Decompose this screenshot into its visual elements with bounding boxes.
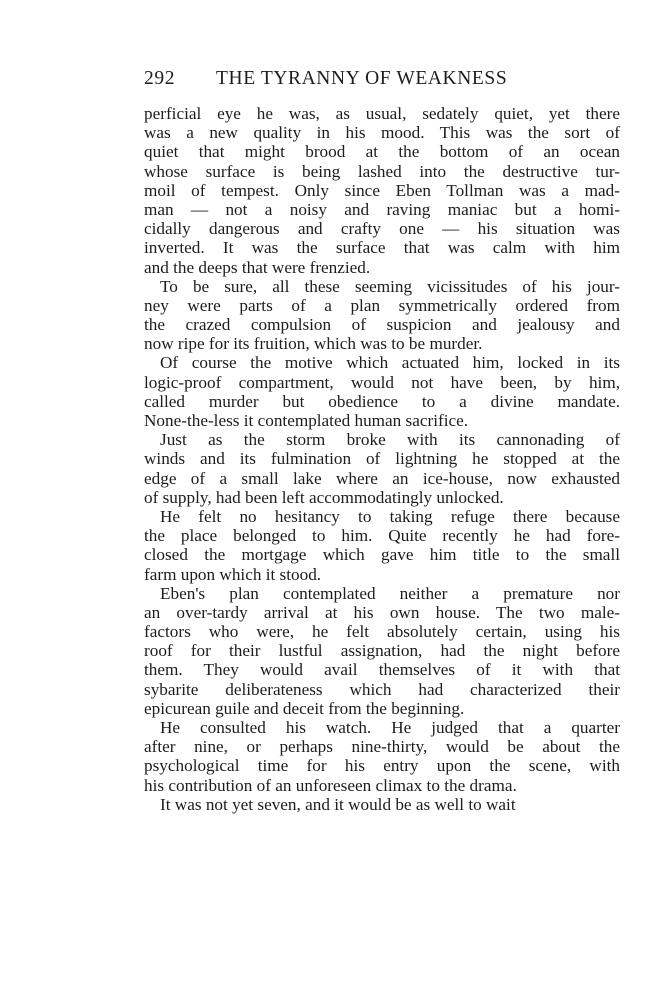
- text-line: logic-proof compartment, would not have been, by him,: [144, 372, 620, 392]
- text-line: epicurean guile and deceit from the beginning.: [144, 698, 465, 718]
- text-line: now ripe for its fruition, which was to be murder.: [144, 334, 483, 354]
- text-line: Eben's plan contemplated neither a premature nor: [160, 583, 620, 603]
- text-line: edge of a small lake where an ice-house, now exhausted: [144, 468, 620, 488]
- paragraph: [144, 277, 620, 354]
- text-line: To be sure, all these seeming vicissitudes of his jour-: [160, 276, 620, 296]
- text-line: the crazed compulsion of suspicion and jealousy and: [144, 315, 620, 335]
- paragraph: [144, 584, 620, 718]
- text-line: winds and its fulmination of lightning he stopped at the: [144, 449, 620, 469]
- paragraph: [144, 795, 620, 814]
- running-title: THE TYRANNY OF WEAKNESS: [216, 68, 508, 89]
- text-line: of supply, had been left accommodatingly unlocked.: [144, 487, 504, 507]
- body-text: [144, 104, 620, 814]
- text-line: the place belonged to him. Quite recently he had fore-: [144, 526, 620, 546]
- paragraph: [144, 430, 620, 507]
- text-line: after nine, or perhaps nine-thirty, would be about the: [144, 737, 620, 757]
- text-line: psychological time for his entry upon the scene, with: [144, 756, 620, 776]
- paragraph: [144, 718, 620, 795]
- running-header: [144, 64, 620, 94]
- text-line: cidally dangerous and crafty one — his situation was: [144, 219, 620, 239]
- text-line: his contribution of an unforeseen climax to the drama.: [144, 775, 517, 795]
- text-line: called murder but obedience to a divine mandate.: [144, 391, 620, 411]
- text-line: He consulted his watch. He judged that a quarter: [160, 718, 620, 737]
- text-line: perficial eye he was, as usual, sedately quiet, yet there: [144, 104, 620, 123]
- text-line: roof for their lustful assignation, had the night before: [144, 641, 620, 661]
- text-line: farm upon which it stood.: [144, 564, 322, 584]
- text-line: whose surface is being lashed into the destructive tur-: [144, 161, 620, 181]
- text-line: moil of tempest. Only since Eben Tollman was a mad-: [144, 180, 620, 200]
- text-line: It was not yet seven, and it would be as well to wait: [160, 794, 516, 814]
- text-line: He felt no hesitancy to taking refuge there because: [160, 506, 620, 526]
- paragraph: [144, 353, 620, 430]
- text-line: man — not a noisy and raving maniac but a homi-: [144, 199, 620, 219]
- text-line: sybarite deliberateness which had characterized their: [144, 679, 620, 699]
- text-line: and the deeps that were frenzied.: [144, 257, 371, 277]
- text-line: None-the-less it contemplated human sacrifice.: [144, 411, 469, 430]
- text-line: was a new quality in his mood. This was the sort of: [144, 123, 620, 143]
- paragraph: [144, 104, 620, 277]
- text-line: an over-tardy arrival at his own house. The two male-: [144, 602, 620, 622]
- paragraph: [144, 507, 620, 584]
- page-number: 292: [144, 68, 176, 89]
- text-line: quiet that might brood at the bottom of an ocean: [144, 142, 620, 162]
- text-line: factors who were, he felt absolutely certain, using his: [144, 622, 620, 642]
- text-line: inverted. It was the surface that was calm with him: [144, 238, 620, 258]
- text-line: ney were parts of a plan symmetrically ordered from: [144, 295, 620, 315]
- text-line: Of course the motive which actuated him, locked in its: [160, 353, 620, 373]
- text-line: Just as the storm broke with its cannonading of: [160, 430, 620, 450]
- text-line: them. They would avail themselves of it with that: [144, 660, 620, 680]
- text-line: closed the mortgage which gave him title to the small: [144, 545, 620, 565]
